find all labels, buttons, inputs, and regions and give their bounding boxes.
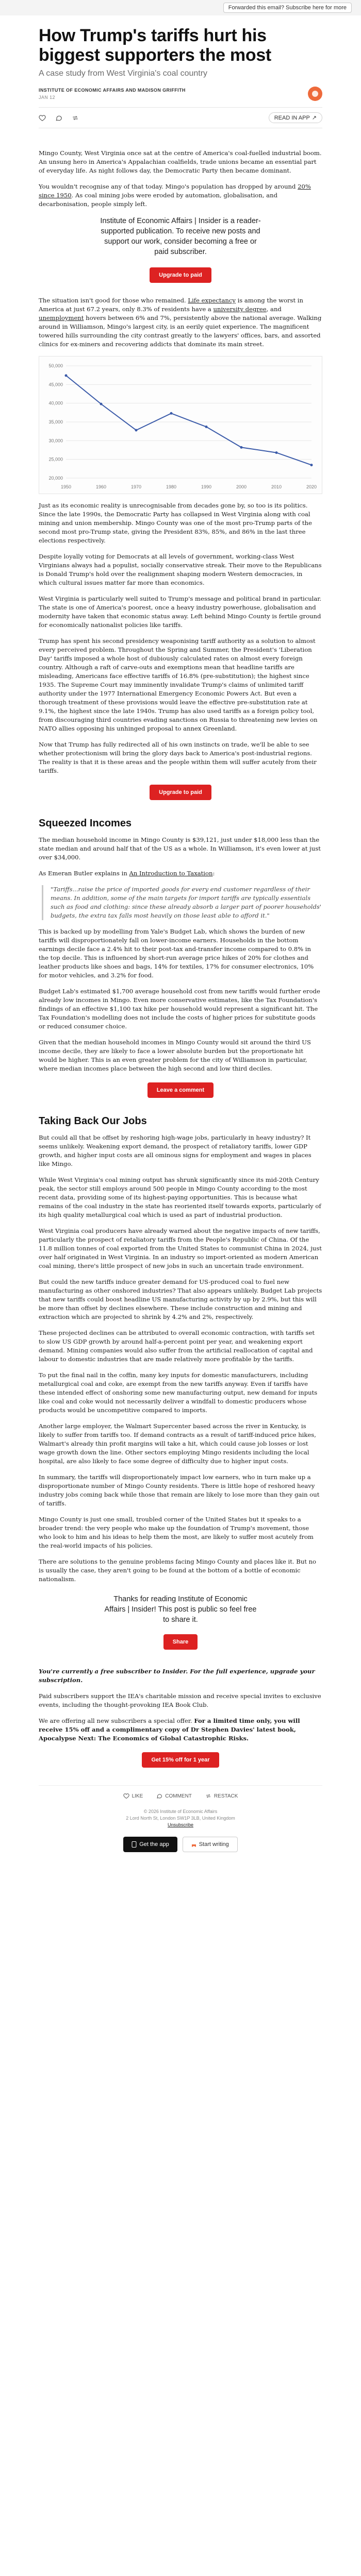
post-date: JAN 12	[39, 95, 55, 100]
external-link-icon: ↗	[311, 115, 317, 121]
paragraph: These projected declines can be attributed to overall economic contraction, with tariffs set to slow US GDP growth by around half-a-percent point per year, and weakening export demand. Mining companies would also suffer from the artificial reallocation of capital and labour to domestic industries that are made relatively more profitable by the tariffs.	[39, 1329, 315, 1363]
copyright: © 2026 Institute of Economic Affairs	[143, 1809, 218, 1814]
offer-widget	[39, 1752, 322, 1768]
upgrade-widget	[39, 785, 322, 800]
y-tick-label: 30,000	[48, 438, 63, 444]
paragraph: Now that Trump has fully redirected all of his own instincts on trade, we'll be able to see whether protectionism will bring the glory days back to America's post-industrial regions. The reality is that it is these areas and the people within them will suffer acutely from their tariffs.	[39, 741, 317, 774]
post-action-bar	[39, 107, 322, 128]
x-tick-label: 1990	[201, 484, 212, 489]
restack-icon	[72, 114, 79, 122]
footer-comment-button[interactable]	[156, 1793, 192, 1799]
get-app-button[interactable]	[123, 1837, 177, 1852]
subscribe-widget	[39, 216, 322, 283]
x-tick-label: 2010	[271, 484, 282, 489]
post	[39, 15, 322, 1852]
footer-info	[39, 1808, 322, 1828]
paragraph: But could all that be offset by reshoring high-wage jobs, particularly in heavy industry? It seems unlikely. Weakening export demand, the prospect of retaliatory tariffs, lower GDP growth, and higher input costs are all ominous signs for employment and wages in places like Mingo.	[39, 1134, 311, 1167]
data-point	[100, 403, 103, 405]
publication-avatar[interactable]	[308, 87, 322, 101]
get-app-label: Get the app	[139, 1841, 169, 1848]
x-tick-label: 1980	[166, 484, 177, 489]
footer-like-button[interactable]	[123, 1793, 143, 1799]
restack-label: RESTACK	[214, 1793, 238, 1799]
subscribe-link[interactable]: Forwarded this email? Subscribe here for more	[223, 3, 352, 13]
paragraph: West Virginia coal producers have already warned about the negative impacts of new tariffs, particularly the prospect of retaliatory tariffs from the People's Republic of China. Of the 11.8 million tonnes of coal exported from the United States to communist China in 2024, just over half originated in West Virginia. In an industry so import-oriented as modern American coal mining, there's little prospect of new jobs in such an uncertain trade environment.	[39, 1227, 322, 1269]
x-tick-label: 1950	[60, 484, 72, 489]
upgrade-to-paid-button[interactable]: Upgrade to paid	[150, 785, 211, 800]
x-tick-label: 1960	[95, 484, 107, 489]
paragraph: Mingo County, West Virginia once sat at the centre of America's coal-fuelled industrial boom. An unsung hero in America's Appalachian coalfields, trade unions became an essential part of everyday life. As night follows day, the Democratic Party then became dominant.	[39, 149, 322, 174]
author-name[interactable]: INSTITUTE OF ECONOMIC AFFAIRS AND MADISON GRIFFITH	[39, 88, 186, 93]
logo-icon	[312, 91, 318, 97]
like-button[interactable]	[39, 114, 46, 122]
comment-widget	[39, 1082, 322, 1098]
offer-text: For a limited time only, you will receive 15% off and a complimentary copy of Dr Stephen Davies' latest book, Apocalypse Next: The Economics of Global Catastrophic Risks.	[39, 1717, 300, 1742]
inline-link[interactable]: An Introduction to Taxation	[129, 870, 213, 877]
section-heading: Taking Back Our Jobs	[39, 1115, 147, 1127]
unsubscribe-link[interactable]: Unsubscribe	[167, 1822, 194, 1827]
heart-icon	[123, 1793, 129, 1799]
paragraph: We are offering all new subscribers a special offer. For a limited time only, you will receive 15% off and a complimentary copy of Dr Stephen Davies' latest book, Apocalypse Next: The Economics of Global Catastrophic Risks.	[39, 1717, 300, 1742]
y-tick-label: 35,000	[48, 419, 63, 425]
share-text: Thanks for reading Institute of Economic Affairs | Insider! This post is public so feel free to share it.	[104, 1595, 257, 1624]
paragraph: Despite loyally voting for Democrats at all levels of government, working-class West Virginians always had a populist, socially conservative streak. Their move to the Republicans is Donald Trump's hold over the realignment shaping modern Western democracies, in which cultural issues matter far more than economics.	[39, 553, 322, 586]
paragraph: In summary, the tariffs will disproportionately impact low earners, who in turn make up a disproportionate number of Mingo County residents. There is little hope of reshored heavy industry jobs coming back while those that remain are likely to lose more than they gain out of tariffs.	[39, 1473, 320, 1507]
y-tick-label: 45,000	[48, 382, 63, 387]
data-point	[65, 374, 68, 377]
quote-text: "Tariffs...raise the price of imported goods for every end customer regardless of their means. In addition, some of the main targets for import tariffs are typically essentials such as food and clothing: since these already absorb a larger part of poorer households' budgets, the extra tax falls most heavily on those least able to afford it."	[51, 886, 321, 919]
population-chart	[39, 356, 322, 494]
data-point	[240, 446, 243, 449]
read-in-app-button[interactable]	[269, 112, 322, 123]
x-tick-label: 1970	[130, 484, 142, 489]
address: 2 Lord North St, London SW1P 3LB, United Kingdom	[126, 1816, 235, 1821]
subscribe-text: Institute of Economic Affairs | Insider is a reader-supported publication. To receive new posts and support our work, consider becoming a free or paid subscriber.	[100, 217, 261, 256]
paragraph: Given that the median household incomes in Mingo County would sit around the third US income decile, they are likely to face a lower absolute burden but the proportionate hit would be higher. This is an even greater problem for the city of Williamson in particular, where median incomes place between the high second and low third deciles.	[39, 1039, 311, 1072]
inline-link[interactable]: Life expectancy	[188, 297, 236, 304]
y-tick-label: 40,000	[48, 400, 63, 406]
leave-comment-button[interactable]: Leave a comment	[147, 1082, 214, 1098]
paragraph: To put the final nail in the coffin, many key inputs for domestic manufacturers, including metallurgical coal and coke, are exempt from the new tariffs anyway. Even if tariffs have these intended effect of onshoring some new manufacturing output, new demand for inputs like coal and coke would not necessarily deliver a windfall to domestic producers whose products would be uncompetitive compared to imports.	[39, 1371, 318, 1414]
paragraph: The situation isn't good for those who remained. Life expectancy is among the worst in America at just 67.2 years, only 8.3% of residents have a university degree, and unemployment hovers between 6% and 7%, persistently above the national average. Walking around in Williamson, Mingo's largest city, is an eerily quiet experience. The magnificent towered hills surrounding the city contrast greatly to the lawyers' offices, bars, and assorted clinics for ex-miners and recovering addicts that dominate its main street.	[39, 297, 322, 348]
paragraph: This is backed up by modelling from Yale's Budget Lab, which shows the burden of new tariffs will disproportionately fall on lower-income earners. Households in the bottom earnings decile face a 2.4% hit to their post-tax and-transfer income compared to 0.8% in the top decile. This is influenced by short-run average price hikes of 20% for clothes and leather products like shoes and bags, 14% for textiles, 17% for consumer electronics, 10% for motor vehicles, and 3.2% for food.	[39, 928, 314, 979]
paragraph: West Virginia is particularly well suited to Trump's message and political brand in particular. The state is one of America's poorest, once a heavy industry powerhouse, globalisation and modernity have taken that economic status away. Left behind Mingo County is fertile ground for economically nationalist policies like tariffs.	[39, 595, 322, 629]
footer-actions	[39, 1785, 322, 1799]
comment-icon	[156, 1793, 162, 1799]
section-heading: Squeezed Incomes	[39, 818, 132, 829]
paragraph: Paid subscribers support the IEA's charitable mission and receive special invites to exclusive events, including the thought-provoking IEA Book Club.	[39, 1692, 321, 1708]
comment-button[interactable]	[55, 114, 62, 122]
phone-icon	[132, 1841, 137, 1848]
x-tick-label: 2000	[236, 484, 247, 489]
read-in-app-label: READ IN APP	[274, 114, 310, 121]
inline-link[interactable]: unemployment	[39, 314, 84, 321]
data-point	[170, 412, 173, 415]
data-point	[135, 429, 138, 431]
comment-icon	[55, 114, 62, 122]
footer-buttons	[39, 1837, 322, 1852]
post-title: How Trump's tariffs hurt his biggest supporters the most	[39, 26, 271, 65]
comment-label: COMMENT	[165, 1793, 192, 1799]
series-line	[66, 376, 311, 465]
y-tick-label: 20,000	[48, 476, 63, 481]
paragraph: There are solutions to the genuine problems facing Mingo County and places like it. But no is usually the case, they aren't going to be found at the bottom of a bottle of economic nationalism.	[39, 1558, 317, 1583]
share-button[interactable]: Share	[163, 1634, 198, 1650]
upgrade-to-paid-button[interactable]: Upgrade to paid	[150, 267, 211, 283]
paragraph: While West Virginia's coal mining output has shrunk significantly since its mid-20th Century peak, the sector still employs around 500 people in Mingo County according to the most recent data, providing some of its highest-paying opportunities. This is because what remains of the coal industry in the state has reoriented itself towards exports, particularly of its high quality metallurgical coal which is used as part of industrial production.	[39, 1176, 321, 1218]
heart-icon	[39, 114, 46, 122]
start-writing-button[interactable]	[183, 1837, 238, 1852]
data-point	[275, 451, 278, 454]
post-subtitle: A case study from West Virginia's coal country	[39, 69, 208, 78]
paragraph: But could the new tariffs induce greater demand for US-produced coal to fuel new manufacturing as other onshored industries? That also appears unlikely. Budget Lab projects that new tariffs could boost headline US manufacturing activity by up by 2.9%, but this will be more than offset by declines elsewhere. These include construction and mining and extraction which are projected to shrink by 4.2% and 2%, respectively.	[39, 1278, 322, 1320]
y-tick-label: 25,000	[48, 456, 63, 462]
paragraph: As Emeran Butler explains in An Introduction to Taxation:	[39, 870, 215, 877]
chart-svg	[39, 357, 322, 494]
paragraph: The median household income in Mingo County is $39,121, just under $18,000 less than the state median and around half that of the US as a whole. In Williamson, it's even lower at just over $34,000.	[39, 836, 321, 861]
paragraph: Budget Lab's estimated $1,700 average household cost from new tariffs would further erode already low incomes in Mingo. Even more conservative estimates, like the Tax Foundation's findings of an effective $1,100 tax hike per household would represent a significant hit. The Tax Foundation's modelling does not include the costs of higher prices for substitute goods or reduced consumer choice.	[39, 988, 320, 1030]
post-body	[39, 149, 322, 1768]
restack-icon	[205, 1793, 211, 1799]
paragraph: Another large employer, the Walmart Supercenter based across the river in Kentucky, is likely to suffer from tariffs too. If demand contracts as a result of tariff-induced price hikes, Walmart's already thin profit margins will take a hit, which could cause job losses or lost wage growth down the line. Other sectors employing Mingo residents including the local hospital, are also likely to face some degree of difficulty due to higher input costs.	[39, 1422, 316, 1465]
upgrade-note: You're currently a free subscriber to Insider. For the full experience, upgrade your subscription.	[39, 1668, 315, 1684]
blockquote	[42, 885, 322, 920]
substack-icon	[191, 1841, 196, 1848]
y-tick-label: 50,000	[48, 363, 63, 368]
forward-bar	[0, 0, 361, 15]
data-point	[205, 426, 208, 428]
paragraph: Trump has spent his second presidency weaponising tariff authority as a solution to almost every perceived problem. Throughout the Spring and Summer, the President's 'Liberation Day' tariffs imposed a whole host of dubiously calculated rates on almost every foreign country. Although a raft of carve-outs and exemptions mean that headline tariffs are misleading, Americans face effective tariffs of 16.8% (pre-substitution); the highest since 1935. The Supreme Court may imminently invalidate Trump's claims of unlimited tariff authority under the 1977 International Emergency Economic Powers Act. But even a thorough treatment of these provisions would leave the effective pre-substitution rate at 9.1%, the highest since the late 1940s. Trump has also used tariffs as a foreign policy tool, from discouraging third countries evading sanctions on Russia to threatening new levies on NATO allies opposing his unhinged proposal to annex Greenland.	[39, 637, 318, 732]
start-writing-label: Start writing	[199, 1841, 229, 1848]
inline-link[interactable]: 20% since 1950	[39, 183, 311, 199]
paragraph: You wouldn't recognise any of that today. Mingo's population has dropped by around 20% since 1950. As coal mining jobs were eroded by automation, globalisation, and decarbonisation, people simply left.	[39, 183, 311, 208]
x-tick-label: 2020	[306, 484, 317, 489]
paragraph: Mingo County is just one small, troubled corner of the United States but it speaks to a broader trend: the very people who make up the foundation of Trump's movement, those who look to him and his ideas to help them the most, are likely to suffer most acutely from the real-world impacts of his policies.	[39, 1516, 314, 1549]
paragraph: Just as its economic reality is unrecognisable from decades gone by, so too is its politics. Since the late 1990s, the Democratic Party has collapsed in West Virginia along with coal mining and union membership. Mingo County was one of the most pro-Trump parts of the second most pro-Trump state, giving the President 83%, 85%, and 86% in the last three elections respectively.	[39, 502, 312, 544]
like-label: LIKE	[132, 1793, 143, 1799]
footer-restack-button[interactable]	[205, 1793, 238, 1799]
byline	[39, 87, 322, 101]
share-widget	[39, 1634, 322, 1650]
inline-link[interactable]: university degree	[213, 306, 267, 313]
restack-button[interactable]	[72, 114, 79, 122]
data-point	[310, 464, 313, 466]
get-discount-button[interactable]: Get 15% off for 1 year	[142, 1752, 219, 1768]
